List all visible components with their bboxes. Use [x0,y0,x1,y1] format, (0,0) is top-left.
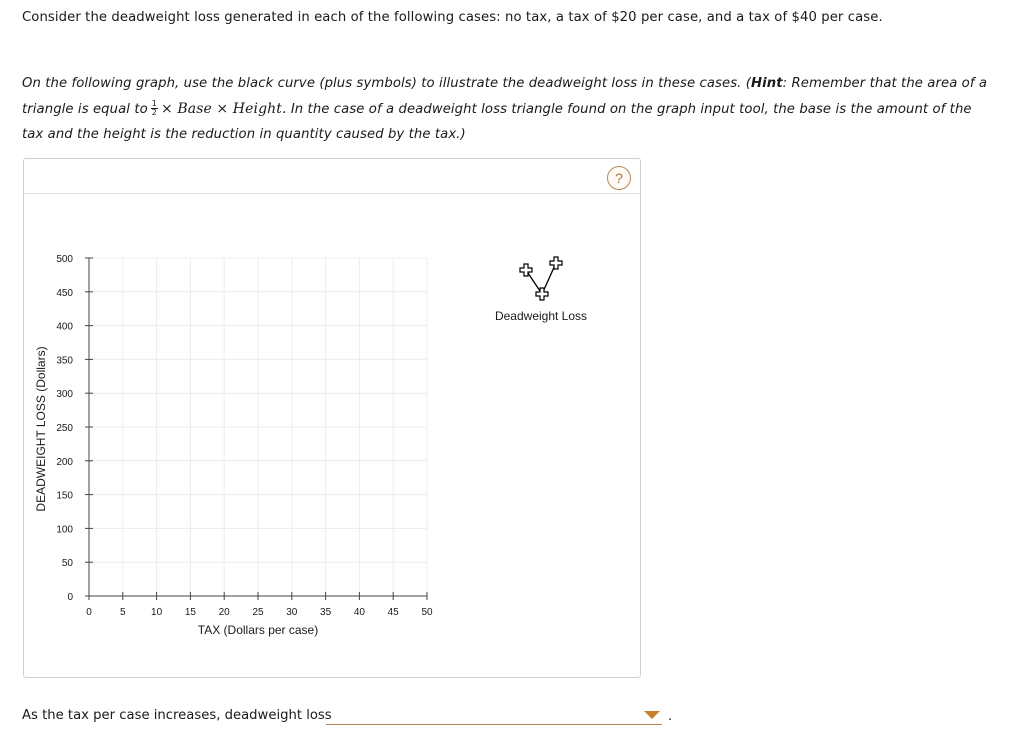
y-tick-label: 250 [56,423,73,434]
formula-text: × Base × Height. [160,100,287,117]
x-tick-label: 5 [120,607,126,618]
instr-part3: In the case of a deadweight loss triangle found on the graph input tool, the base is the amount of the tax and the height is the reduction in quantity caused by the tax.) [22,101,972,142]
x-axis-label: TAX (Dollars per case) [197,623,319,637]
instructions [22,71,997,148]
y-tick-label: 400 [56,321,73,333]
chevron-down-icon [644,711,660,719]
question-prompt: As the tax per case increases, deadweight loss [22,708,332,723]
x-tick-label: 30 [286,607,298,618]
y-tick-label: 450 [56,287,73,299]
x-tick-label: 0 [86,607,92,618]
graph-svg[interactable] [24,159,640,677]
plus-marker-icon [536,288,548,300]
y-tick-label: 0 [67,592,73,603]
y-tick-label: 500 [56,254,73,265]
x-tick-label: 20 [218,607,230,618]
x-tick-label: 50 [421,607,433,618]
y-tick-label: 50 [61,558,73,570]
y-axis-label: DEADWEIGHT LOSS (Dollars) [34,346,48,512]
trailing-period: . [668,709,673,724]
x-tick-label: 45 [387,607,399,618]
y-tick-label: 200 [56,456,73,468]
plus-marker-icon [550,257,562,269]
graph-panel [23,158,641,678]
x-tick-label: 40 [353,607,365,618]
y-ticks [56,254,93,603]
deadweight-loss-tool[interactable] [520,257,562,300]
y-tick-label: 300 [56,389,73,401]
help-icon[interactable]: ? [607,166,631,190]
x-tick-label: 25 [252,607,264,618]
y-tick-label: 350 [56,355,73,367]
instr-part1: On the following graph, use the black curve (plus symbols) to illustrate the deadweight loss in these cases. ( [22,76,752,91]
one-half-fraction: $\frac{1}{2}$ [151,99,157,117]
instr-part2: : Remember that the area of a triangle is equal to [22,76,988,117]
x-tick-label: 10 [151,607,163,618]
x-tick-label: 35 [320,607,332,618]
plus-marker-icon [520,264,532,276]
intro-text: Consider the deadweight loss generated in each of the following cases: no tax, a tax of $20 per case, and a tax of $40 per case. [22,10,883,25]
grid-lines [89,258,427,596]
y-tick-label: 100 [56,524,73,536]
hint-label: Hint [751,76,783,91]
deadweight-loss-dropdown[interactable] [326,704,662,725]
x-tick-label: 15 [184,607,196,618]
legend-label: Deadweight Loss [494,309,588,323]
y-tick-label: 150 [56,490,73,502]
